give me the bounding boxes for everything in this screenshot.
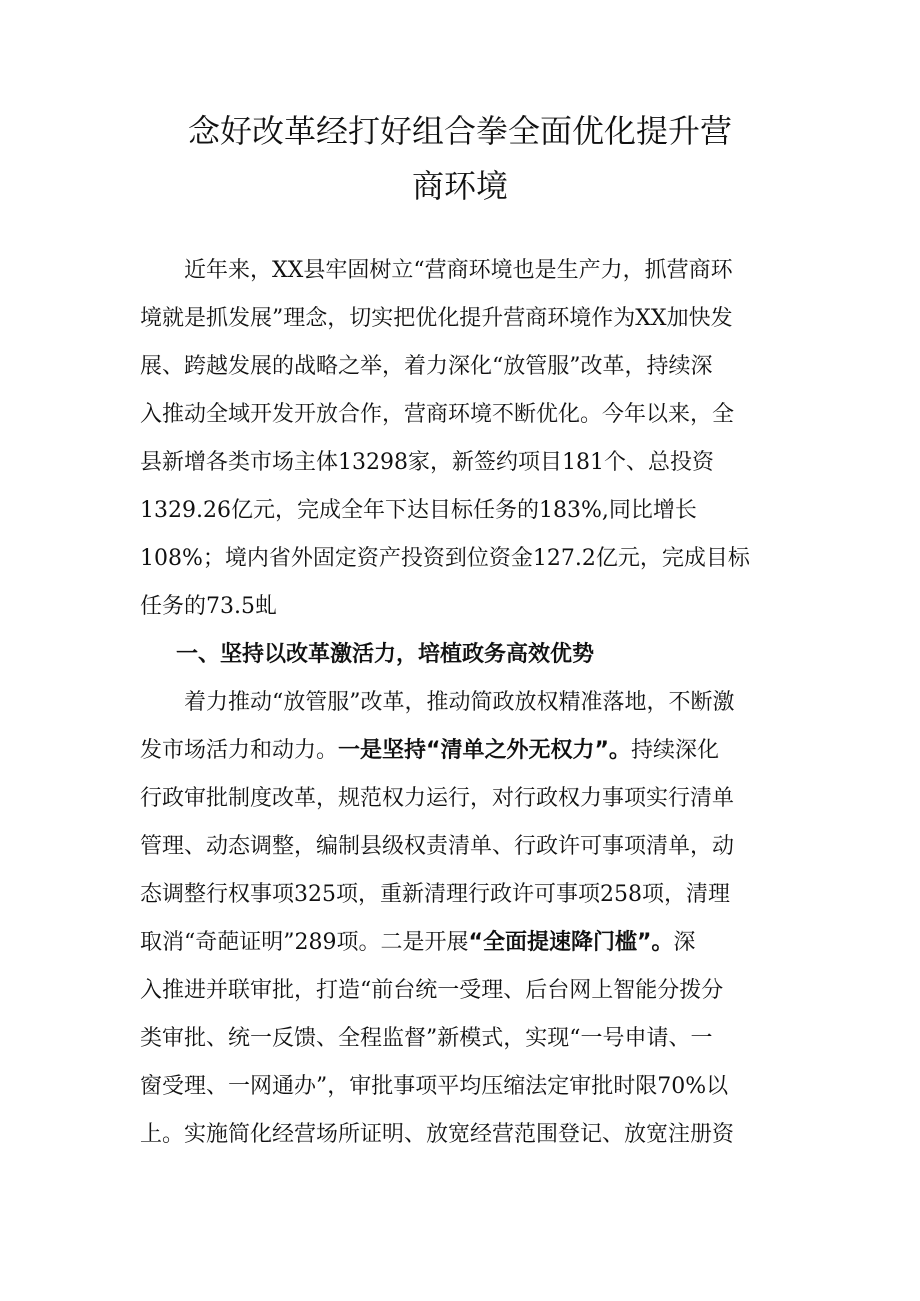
body-line bbox=[140, 925, 790, 961]
body-line bbox=[140, 733, 790, 769]
body-line: 上。实施简化经营场所证明、放宽经营范围登记、放宽注册资 bbox=[140, 1122, 735, 1147]
body-line: 类审批、统一反馈、全程监督”新模式，实现“一号申请、一 bbox=[140, 1026, 713, 1051]
intro-line: 境就是抓发展”理念，切实把优化提升营商环境作为XX加快发 bbox=[140, 306, 733, 331]
section-heading: 一、坚持以改革激活力，培植政务高效优势 bbox=[176, 642, 595, 667]
text-run: 深 bbox=[673, 930, 696, 955]
body-line: 入推进并联审批，打造“前台统一受理、后台网上智能分拨分 bbox=[140, 978, 724, 1003]
intro-line: 1329.26亿元，完成全年下达目标任务的183%,同比增长 bbox=[140, 498, 697, 523]
text-run: 持续深化 bbox=[630, 738, 719, 763]
text-run: 取消“奇葩证明”289项。二是开展 bbox=[140, 930, 469, 955]
title-line-2: 商环境 bbox=[411, 167, 508, 205]
intro-line: 入推动全域开发开放合作，营商环境不断优化。今年以来，全 bbox=[140, 402, 735, 427]
body-line: 着力推动“放管服”改革，推动简政放权精准落地，不断激 bbox=[184, 690, 735, 715]
text-run: 发市场活力和动力。 bbox=[140, 738, 339, 763]
intro-line: 展、跨越发展的战略之举，着力深化“放管服”改革，持续深 bbox=[140, 354, 713, 379]
body-line: 行政审批制度改革，规范权力运行，对行政权力事项实行清单 bbox=[140, 786, 735, 811]
title-line-1: 念好改革经打好组合拳全面优化提升营 bbox=[187, 112, 732, 150]
bold-point-1: 一是坚持“清单之外无权力”。 bbox=[338, 738, 631, 763]
body-line: 态调整行权事项325项，重新清理行政许可事项258项，清理 bbox=[140, 882, 730, 907]
bold-point-2: “全面提速降门槛”。 bbox=[468, 930, 674, 955]
intro-line: 近年来，XX县牢固树立“营商环境也是生产力，抓营商环 bbox=[184, 258, 733, 283]
intro-line: 108%；境内省外固定资产投资到位资金127.2亿元，完成目标 bbox=[140, 546, 750, 571]
document-title bbox=[150, 104, 770, 214]
body-line: 窗受理、一网通办”，审批事项平均压缩法定审批时限70%以 bbox=[140, 1074, 729, 1099]
body-line: 管理、动态调整，编制县级权责清单、行政许可事项清单，动 bbox=[140, 834, 735, 859]
intro-line: 县新增各类市场主体13298家，新签约项目181个、总投资 bbox=[140, 450, 714, 475]
intro-line: 任务的73.5虬 bbox=[140, 594, 277, 619]
